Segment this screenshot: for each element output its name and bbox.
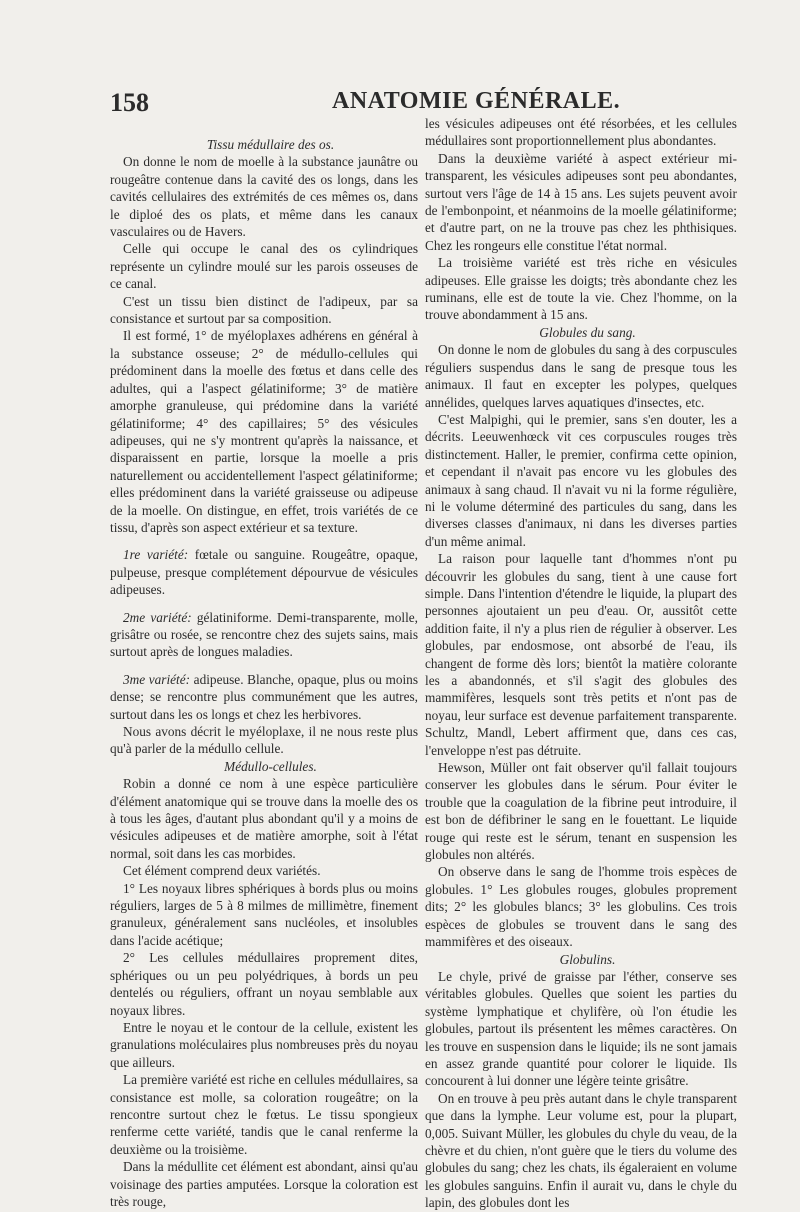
variety-paragraph: [110, 609, 418, 661]
paragraph: Le chyle, privé de graisse par l'éther, conserve ses véritables globules. Quelles que soient les parties du système lymphatique et chylifère, où l'on étudie les globules, partout ils présentent les mêmes caractères. On les trouve en suspension dans le liquide; ils ne sont jamais en assez grande quantité pour colorer le liquide. Ils concourent à lui donner une légère teinte grisâtre.: [425, 968, 737, 1089]
paragraph: La troisième variété est très riche en vésicules adipeuses. Elle graisse les doigts; très abondante chez les ruminans, elle est de toute la vie. Chez l'homme, on la trouve abondamment à 15 ans.: [425, 255, 737, 323]
paragraph: On en trouve à peu près autant dans le chyle transparent que dans la lymphe. Leur volume est, pour la plupart, 0,005. Suivant Müller, les globules du chyle du veau, de la chèvre et du chien, n'ont guère que le tiers du volume des globules du sang; chez les chats, ils égaleraient en volume les globules sanguins. Enfin il aurait vu, dans le chyle du lapin, des globules dont les: [425, 1090, 737, 1211]
paragraph: C'est un tissu bien distinct de l'adipeux, par sa consistance et surtout par sa composition.: [110, 293, 418, 327]
variety-paragraph: [110, 546, 418, 598]
section-heading: Tissu médullaire des os.: [206, 137, 335, 152]
paragraph: Cet élément comprend deux variétés.: [123, 863, 321, 879]
paragraph: Celle qui occupe le canal des os cylindriques représente un cylindre moulé sur les parois osseuses de ce canal.: [110, 241, 418, 292]
paragraph: On observe dans le sang de l'homme trois espèces de globules. 1° Les globules rouges, globules proprement dits; 2° les globules blancs; 3° les globulins. Ces trois espèces de globules se trouvent dans le sang des mammifères et des oiseaux.: [425, 864, 737, 950]
right-column: [425, 115, 737, 1212]
paragraph: Dans la médullite cet élément est abondant, ainsi qu'au voisinage des parties amputées. Lorsque la coloration est très rouge,: [110, 1159, 418, 1209]
paragraph: les vésicules adipeuses ont été résorbées, et les cellules médullaires sont proportionnellement plus abondantes.: [425, 116, 737, 149]
section-heading: Globules du sang.: [539, 324, 636, 340]
variety-label: 3me variété:: [123, 671, 191, 687]
paragraph: 2° Les cellules médullaires proprement dites, sphériques ou un peu polyédriques, à bords un peu dentelés ou réguliers, offrant un noyau semblable aux noyaux libres.: [110, 950, 418, 1018]
paragraph: Dans la deuxième variété à aspect extérieur mi-transparent, les vésicules adipeuses sont peu abondantes, surtout vers l'âge de 14 à 15 ans. Les sujets peuvent avoir de l'embonpoint, et néanmoins de la moelle gélatiniforme; et d'autre part, on ne la trouve pas chez les phthisiques. Chez les rongeurs elle constitue l'état normal.: [425, 150, 737, 253]
paragraph: Robin a donné ce nom à une espèce particulière d'élément anatomique qui se trouve dans la moelle des os à tous les âges, d'autant plus abondant qu'il y a moins de vésicules adipeuses et de matière amorphe, soit à l'état normal, soit dans les cas morbides.: [110, 776, 418, 861]
paragraph: La première variété est riche en cellules médullaires, sa consistance est molle, sa coloration rougeâtre; on la rencontre surtout chez le fœtus. Le tissu spongieux renferme cette variété, tandis que le canal renferme la deuxième ou la troisième.: [110, 1072, 418, 1157]
paragraph: La raison pour laquelle tant d'hommes n'ont pu découvrir les globules du sang, tient à une cause fort simple. Dans l'intention d'étendre le liquide, la plupart des personnes ajoutaient un peu d'eau. Or, aussitôt cette addition faite, il n'y a plus rien de régulier à observer. Les globules, par endosmose, ont absorbé de l'eau, ils changent de forme dès lors; bientôt la matière colorante les a abandonnés, et s'il s'agit des globules des mammifères, lesquels sont très petits et n'ont pas de noyau, leur surface est devenue parfaitement transparente. Schultz, Mandl, Lebert affirment que, dans ces cas, l'enveloppe n'est pas détruite.: [425, 551, 737, 758]
paragraph: Il est formé, 1° de myéloplaxes adhérens en général à la substance osseuse; 2° de médullo-cellules qui prédominent dans la moelle des fœtus et dans celle des adultes, qui a l'aspect gélatiniforme; 3° de matière amorphe granuleuse, qui prédomine dans la variété gélatiniforme; 4° des capillaires; 5° des vésicules adipeuses, qui ne s'y montrent qu'après la naissance, et disparaissent en partie, lorsque la moelle a pris naturellement ou accidentellement l'aspect gélatiniforme; elles prédominent dans la variété graisseuse ou adipeuse de la moelle. On distingue, en effet, trois variétés de ce tissu, d'après son aspect extérieur et sa texture.: [110, 328, 418, 535]
page-number: 158: [110, 88, 149, 117]
paragraph: On donne le nom de globules du sang à des corpuscules réguliers suspendus dans le sang de presque tous les animaux. Il faut en excepter les polypes, quelques annélides, quelques larves aquatiques d'insectes, etc.: [425, 342, 737, 410]
variety-text: adipeuse. Blanche, opaque, plus ou moins dense; se rencontre plus communément que les autres, surtout dans les os longs et chez les herbivores.: [110, 671, 419, 722]
paragraph: Hewson, Müller ont fait observer qu'il fallait toujours conserver les globules dans le sérum. Pour éviter le trouble que la coagulation de la fibrine peut introduire, il est bon de défibriner le sang en le fouettant. Le liquide rouge qui reste est le sérum, tenant en suspension les globules non altérés.: [425, 760, 737, 863]
section-heading: Globulins.: [559, 951, 616, 967]
variety-label: 1re variété:: [123, 547, 189, 563]
variety-label: 2me variété:: [123, 609, 192, 625]
variety-paragraph: [110, 671, 418, 723]
paragraph: 1° Les noyaux libres sphériques à bords plus ou moins réguliers, larges de 5 à 8 milmes de millimètre, finement granuleux, généralement sans nucléoles, et insolubles dans l'acide acétique;: [110, 880, 418, 948]
paragraph: C'est Malpighi, qui le premier, sans s'en douter, les a décrits. Leeuwenhœck vit ces corpuscules rouges très distinctement. Haller, le premier, confirma cette opinion, et cependant il n'avait pas encore vu les globules des animaux à sang chaud. Il n'avait vu ni la forme régulière, ni le volume déterminé des particules du sang, dans les diverses classes d'animaux, ni dans les diverses parties d'un même animal.: [425, 411, 737, 549]
variety-text: fœtale ou sanguine. Rougeâtre, opaque, pulpeuse, presque complétement dépourvue de vésicules adipeuses.: [110, 547, 418, 598]
paragraph: Entre le noyau et le contour de la cellule, existent les granulations moléculaires plus nombreuses près du noyau que ailleurs.: [110, 1019, 418, 1070]
paragraph: Nous avons décrit le myéloplaxe, il ne nous reste plus qu'à parler de la médullo cellule.: [110, 724, 418, 757]
running-title: ANATOMIE GÉNÉRALE.: [332, 88, 621, 114]
left-column: [110, 136, 418, 1210]
paragraph: On donne le nom de moelle à la substance jaunâtre ou rougeâtre contenue dans la cavité des os longs, dans les cavités cellulaires des extrémités de ces mêmes os, dans le diploé des os plats, et même dans les canaux vasculaires ou de Havers.: [110, 154, 418, 240]
variety-text: gélatiniforme. Demi-transparente, molle, grisâtre ou rosée, se rencontre chez des sujets sains, mais surtout après de longues maladies.: [110, 609, 418, 660]
section-heading: Médullo-cellules.: [224, 758, 317, 774]
